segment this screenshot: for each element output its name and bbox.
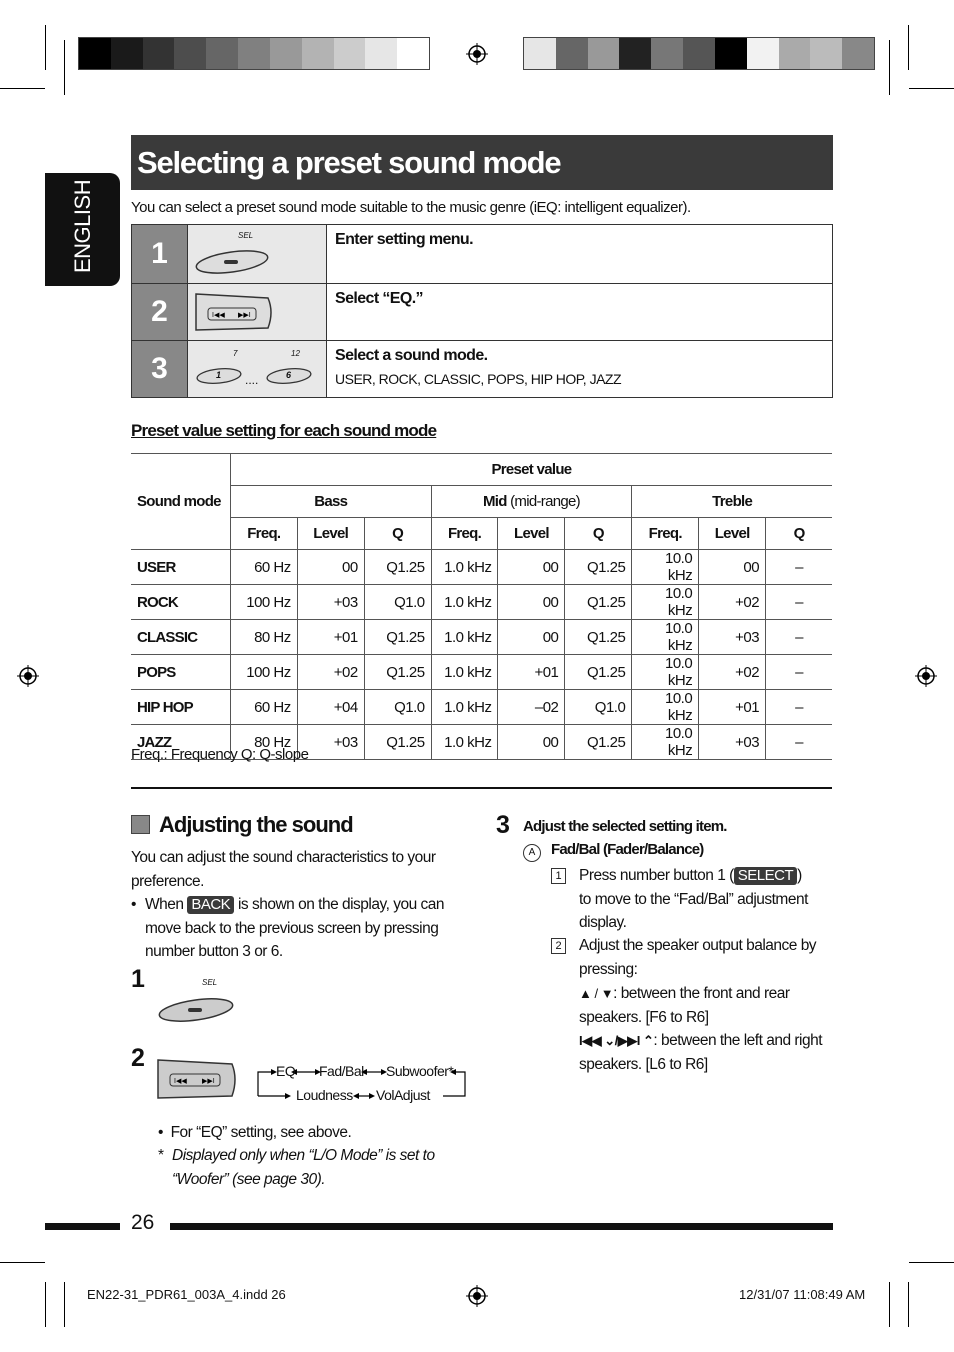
header-level: Level (498, 518, 565, 550)
button-top-label: 12 (291, 349, 300, 358)
adjusting-title: Adjusting the sound (159, 812, 353, 837)
header-q: Q (766, 518, 832, 550)
preset-value-cell: 60 Hz (230, 550, 297, 585)
preset-value-cell: +02 (699, 655, 766, 690)
step-image (188, 341, 327, 398)
preset-value-cell: +03 (297, 585, 364, 620)
sub1-text-a: Press number button 1 ( (579, 867, 734, 884)
footer-datetime: 12/31/07 11:08:49 AM (739, 1287, 866, 1302)
preset-value-cell: 60 Hz (230, 690, 297, 725)
preset-value-cell: +01 (498, 655, 565, 690)
preset-value-cell: 1.0 kHz (431, 620, 498, 655)
sel-label: SEL (238, 231, 254, 240)
flow-fad-bal: Fad/Bal (319, 1063, 364, 1079)
preset-value-cell: 00 (297, 550, 364, 585)
preset-value-cell: Q1.25 (565, 655, 632, 690)
language-tab (45, 173, 120, 286)
control-dial-icon (194, 290, 274, 334)
preset-table-body (131, 550, 832, 760)
table-header-row (131, 454, 832, 486)
crop-mark (908, 1282, 909, 1327)
adjusting-intro: You can adjust the sound characteristics to your preference. (131, 849, 436, 890)
flow-eq: EQ (276, 1063, 296, 1079)
table-legend: Freq.: Frequency Q: Q-slope (131, 746, 309, 763)
step-row (132, 341, 833, 398)
preset-value-cell: 00 (498, 585, 565, 620)
header-sound-mode: Sound mode (131, 454, 230, 550)
table-row (131, 655, 832, 690)
section-divider (131, 787, 832, 789)
sound-mode-cell: POPS (131, 655, 230, 690)
note-star (158, 1144, 478, 1191)
back-badge: BACK (187, 896, 234, 914)
preset-value-cell: +01 (699, 690, 766, 725)
bullet-dot: • (131, 896, 136, 913)
table-header-row (131, 518, 832, 550)
button-top-label: 7 (233, 349, 238, 358)
preset-value-cell: Q1.25 (565, 585, 632, 620)
sound-mode-cell: ROCK (131, 585, 230, 620)
item-a-letter: A (523, 844, 541, 862)
svg-text:▶▶I: ▶▶I (238, 312, 251, 319)
preset-value-cell: – (766, 725, 832, 760)
preset-value-cell: – (766, 550, 832, 585)
preset-value-cell: 10.0 kHz (632, 620, 699, 655)
note-star-mark: * (158, 1147, 164, 1164)
preset-value-cell: 80 Hz (230, 620, 297, 655)
step-title: Select “EQ.” (335, 290, 423, 307)
footer-file: EN22-31_PDR61_003A_4.indd 26 (87, 1287, 286, 1302)
crop-mark (64, 40, 65, 95)
header-q: Q (364, 518, 431, 550)
registration-mark-icon (17, 665, 39, 687)
step-number: 2 (132, 284, 188, 341)
header-treble: Treble (632, 486, 832, 518)
note-star-text: Displayed only when “L/O Mode” is set to “Woofer” (see page 30). (172, 1147, 435, 1188)
header-level: Level (297, 518, 364, 550)
skip-buttons-icon: I◀◀ ⌄/▶▶I ⌃ (579, 1033, 654, 1048)
leftright-text: : between the left and right speakers. [L6 to R6] (579, 1032, 823, 1073)
preset-value-cell: 1.0 kHz (431, 690, 498, 725)
intro-text: You can select a preset sound mode suitable to the music genre (iEQ: intelligent equalizer). (131, 199, 691, 216)
bullet-rest: is shown on the display, you can move back to the previous screen by pressing number button 3 or 6. (145, 896, 444, 960)
preset-value-cell: – (766, 655, 832, 690)
sel-button-icon (156, 994, 236, 1026)
registration-mark-icon (466, 43, 488, 65)
step-row (132, 225, 833, 284)
header-mid-note: (mid-range) (510, 493, 580, 510)
sub1-text-c: to move to the “Fad/Bal” adjustment display. (579, 890, 808, 931)
preset-value-cell: +03 (699, 620, 766, 655)
page-title: Selecting a preset sound mode (131, 135, 833, 190)
step-image (188, 225, 327, 284)
preset-value-cell: 00 (498, 550, 565, 585)
crop-mark (64, 1282, 65, 1327)
bullet-when: When (145, 896, 184, 913)
page-bar-right (170, 1223, 833, 1230)
header-freq: Freq. (230, 518, 297, 550)
header-freq: Freq. (632, 518, 699, 550)
preset-value-cell: 00 (699, 550, 766, 585)
preset-value-cell: 00 (498, 620, 565, 655)
sel-button-icon (194, 247, 272, 277)
page-number: 26 (131, 1211, 155, 1234)
flow-loudness: Loudness (296, 1087, 353, 1103)
svg-text:I◀◀: I◀◀ (174, 1078, 187, 1085)
preset-value-cell: +02 (699, 585, 766, 620)
crop-mark (889, 40, 890, 95)
registration-mark-icon (915, 665, 937, 687)
step-text (327, 284, 833, 341)
sel-label: SEL (202, 978, 218, 987)
preset-table (131, 453, 832, 760)
sub1-text-b: ) (797, 867, 802, 884)
bullet-dot: • (158, 1124, 163, 1141)
header-level: Level (699, 518, 766, 550)
color-calibration-bar-left (78, 37, 430, 70)
preset-value-cell: 10.0 kHz (632, 585, 699, 620)
table-row (131, 585, 832, 620)
note-eq (158, 1121, 351, 1145)
preset-value-cell: 100 Hz (230, 585, 297, 620)
sound-mode-cell: CLASSIC (131, 620, 230, 655)
preset-value-cell: 1.0 kHz (431, 725, 498, 760)
preset-value-cell: Q1.0 (364, 690, 431, 725)
preset-value-cell: 1.0 kHz (431, 585, 498, 620)
crop-mark (908, 25, 909, 70)
crop-mark (45, 1282, 46, 1327)
svg-text:I◀◀: I◀◀ (212, 312, 225, 319)
step-title: Select a sound mode. (335, 347, 488, 364)
sound-mode-cell: USER (131, 550, 230, 585)
steps-table (131, 224, 833, 398)
header-q: Q (565, 518, 632, 550)
preset-value-cell: 00 (498, 725, 565, 760)
preset-value-cell: – (766, 620, 832, 655)
preset-value-cell: 10.0 kHz (632, 550, 699, 585)
step-row (132, 284, 833, 341)
header-mid-label: Mid (482, 493, 507, 510)
updown-text: : between the front and rear speakers. [F6 to R6] (579, 985, 790, 1026)
ellipsis: .... (245, 373, 259, 387)
preset-value-cell: 80 Hz (230, 725, 297, 760)
preset-value-cell: Q1.25 (364, 550, 431, 585)
preset-value-cell: – (766, 585, 832, 620)
color-calibration-bar-right (523, 37, 875, 70)
preset-value-cell: 1.0 kHz (431, 655, 498, 690)
flow-voladjust: VolAdjust (376, 1087, 430, 1103)
preset-value-cell: +03 (699, 725, 766, 760)
adjust-step-number: 2 (131, 1044, 145, 1072)
preset-value-cell: +03 (297, 725, 364, 760)
preset-value-cell: Q1.25 (364, 655, 431, 690)
substep-number: 2 (551, 938, 566, 954)
header-mid (431, 486, 632, 518)
crop-mark (909, 1262, 954, 1263)
preset-value-cell: Q1.25 (364, 725, 431, 760)
crop-mark (889, 1282, 890, 1327)
step-number: 1 (132, 225, 188, 284)
table-row (131, 550, 832, 585)
preset-value-cell: –02 (498, 690, 565, 725)
registration-mark-icon (466, 1285, 488, 1307)
language-label: ENGLISH (70, 179, 95, 273)
crop-mark (0, 1262, 45, 1263)
page-bar-left (45, 1223, 120, 1230)
flow-subwoofer: Subwoofer* (386, 1063, 454, 1079)
preset-value-cell: +02 (297, 655, 364, 690)
preset-value-cell: – (766, 690, 832, 725)
sound-mode-cell: HIP HOP (131, 690, 230, 725)
step-title: Enter setting menu. (335, 231, 473, 248)
control-dial-icon (156, 1056, 238, 1102)
section-square-icon (131, 815, 150, 834)
table-header-row (131, 486, 832, 518)
preset-value-cell: 100 Hz (230, 655, 297, 690)
select-badge: SELECT (734, 867, 797, 885)
sound-mode-cell: JAZZ (131, 725, 230, 760)
up-down-arrows-icon: ▲ / ▼ (579, 986, 614, 1001)
step-subtext: USER, ROCK, CLASSIC, POPS, HIP HOP, JAZZ (335, 371, 622, 387)
header-freq: Freq. (431, 518, 498, 550)
step-text (327, 341, 833, 398)
svg-text:▶▶I: ▶▶I (202, 1078, 215, 1085)
preset-value-cell: 1.0 kHz (431, 550, 498, 585)
substep-2-text: Adjust the speaker output balance by pressing: (579, 937, 817, 978)
preset-value-cell: Q1.25 (565, 725, 632, 760)
adjust-step-number: 1 (131, 965, 145, 993)
preset-heading: Preset value setting for each sound mode (131, 421, 437, 440)
number-button-label: 6 (286, 370, 292, 380)
preset-value-cell: Q1.25 (565, 550, 632, 585)
preset-value-cell: Q1.0 (364, 585, 431, 620)
preset-value-cell: +04 (297, 690, 364, 725)
note-eq-text: For “EQ” setting, see above. (170, 1124, 352, 1141)
substep-1-text (579, 864, 829, 935)
substep-number: 1 (551, 868, 566, 884)
preset-value-cell: +01 (297, 620, 364, 655)
header-preset-value: Preset value (230, 454, 832, 486)
updown-instruction (579, 982, 824, 1029)
preset-value-cell: 10.0 kHz (632, 690, 699, 725)
adjust-step-number: 3 (496, 811, 510, 839)
preset-value-cell: 10.0 kHz (632, 725, 699, 760)
table-row (131, 690, 832, 725)
preset-value-cell: Q1.0 (565, 690, 632, 725)
preset-value-cell: 10.0 kHz (632, 655, 699, 690)
crop-mark (0, 88, 45, 89)
header-bass: Bass (230, 486, 431, 518)
preset-value-cell: Q1.25 (364, 620, 431, 655)
crop-mark (45, 25, 46, 70)
back-bullet (131, 893, 476, 964)
step-image (188, 284, 327, 341)
step3-title: Adjust the selected setting item. (523, 818, 727, 835)
step-text (327, 225, 833, 284)
step-number: 3 (132, 341, 188, 398)
table-row (131, 620, 832, 655)
preset-value-cell: Q1.25 (565, 620, 632, 655)
crop-mark (909, 88, 954, 89)
leftright-instruction (579, 1029, 829, 1076)
item-a-title: Fad/Bal (Fader/Balance) (551, 841, 704, 858)
number-button-label: 1 (216, 370, 222, 380)
